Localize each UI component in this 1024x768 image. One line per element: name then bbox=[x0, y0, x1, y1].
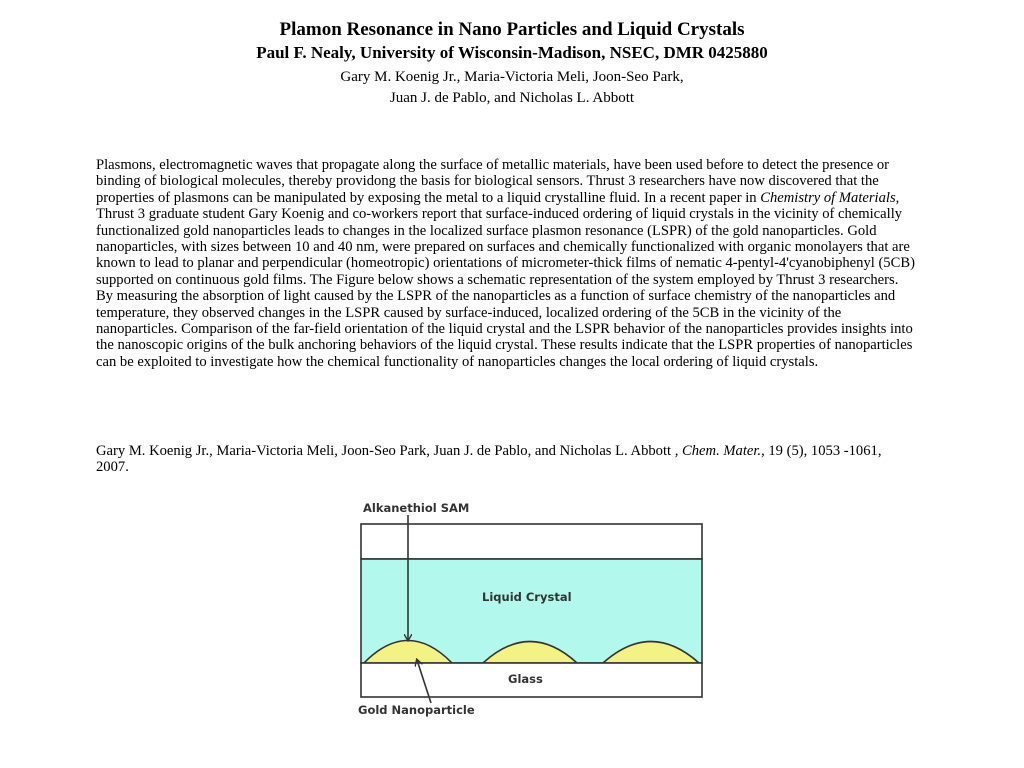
schematic-svg bbox=[355, 498, 715, 723]
authors-line-1: Gary M. Koenig Jr., Maria-Victoria Meli, Joon-Seo Park, bbox=[340, 69, 684, 85]
slide-title: Plamon Resonance in Nano Particles and Liquid Crystals bbox=[279, 19, 745, 40]
citation-journal: Chem. Mater. bbox=[682, 443, 762, 459]
citation-authors: Gary M. Koenig Jr., Maria-Victoria Meli, Joon-Seo Park, Juan J. de Pablo, and Nicholas L. Abbott , bbox=[96, 443, 679, 459]
label-gold-nanoparticle: Gold Nanoparticle bbox=[358, 703, 475, 717]
label-alkanethiol-sam: Alkanethiol SAM bbox=[363, 501, 470, 515]
body-text-end: , Thrust 3 graduate student Gary Koenig and co-workers report that surface-induced ordering of liquid crystals in the vicinity of chemically functionalized gold nanoparticles leads to changes in the localized surface plasmon resonance (LSPR) of the gold nanoparticles. Gold nanoparticles, with sizes between 10 and 40 nm, were prepared on surfaces and chemically functionalized with organic monolayers that are known to lead to planar and perpendicular (homeotropic) orientations of micrometer-thick films of nematic 4-pentyl-4'cyanobiphenyl (5CB) supported on continuous gold films. The Figure below shows a schematic representation of the system employed by Thrust 3 researchers. By measuring the absorption of light caused by the LSPR of the nanoparticles as a function of surface chemistry of the nanoparticles and temperature, they observed changes in the LSPR caused by surface-induced, localized ordering of the 5CB in the vicinity of the nanoparticles. Comparison of the far-field orientation of the liquid crystal and the LSPR behavior of the nanoparticles provides insights into the nanoscopic origins of the bulk anchoring behaviors of the liquid crystal. These results indicate that the LSPR properties of nanoparticles can be exploited to investigate how the chemical functionality of nanoparticles changes the local ordering of liquid crystals. bbox=[96, 189, 915, 370]
citation-details: , 19 (5), 1053 -1061, 2007. bbox=[96, 443, 882, 476]
top-cover bbox=[361, 524, 702, 559]
citation bbox=[96, 443, 916, 476]
header bbox=[0, 18, 1024, 109]
authors-block bbox=[0, 67, 1024, 109]
label-glass: Glass bbox=[508, 672, 543, 686]
authors-line-2: Juan J. de Pablo, and Nicholas L. Abbott bbox=[389, 90, 635, 106]
schematic-figure bbox=[355, 498, 715, 723]
journal-name: Chemistry of Materials bbox=[760, 189, 896, 206]
slide-subtitle: Paul F. Nealy, University of Wisconsin-Madison, NSEC, DMR 0425880 bbox=[256, 43, 768, 62]
body-paragraph bbox=[96, 157, 916, 370]
label-liquid-crystal: Liquid Crystal bbox=[482, 590, 572, 604]
body-text-start: Plasmons, electromagnetic waves that propagate along the surface of metallic materials, have been used before to detect the presence or binding of biological molecules, thereby providong the basis for biological sensors. Thrust 3 researchers have now discovered that the properties of plasmons can be manipulated by exposing the metal to a liquid crystalline fluid. In a recent paper in bbox=[96, 157, 890, 206]
